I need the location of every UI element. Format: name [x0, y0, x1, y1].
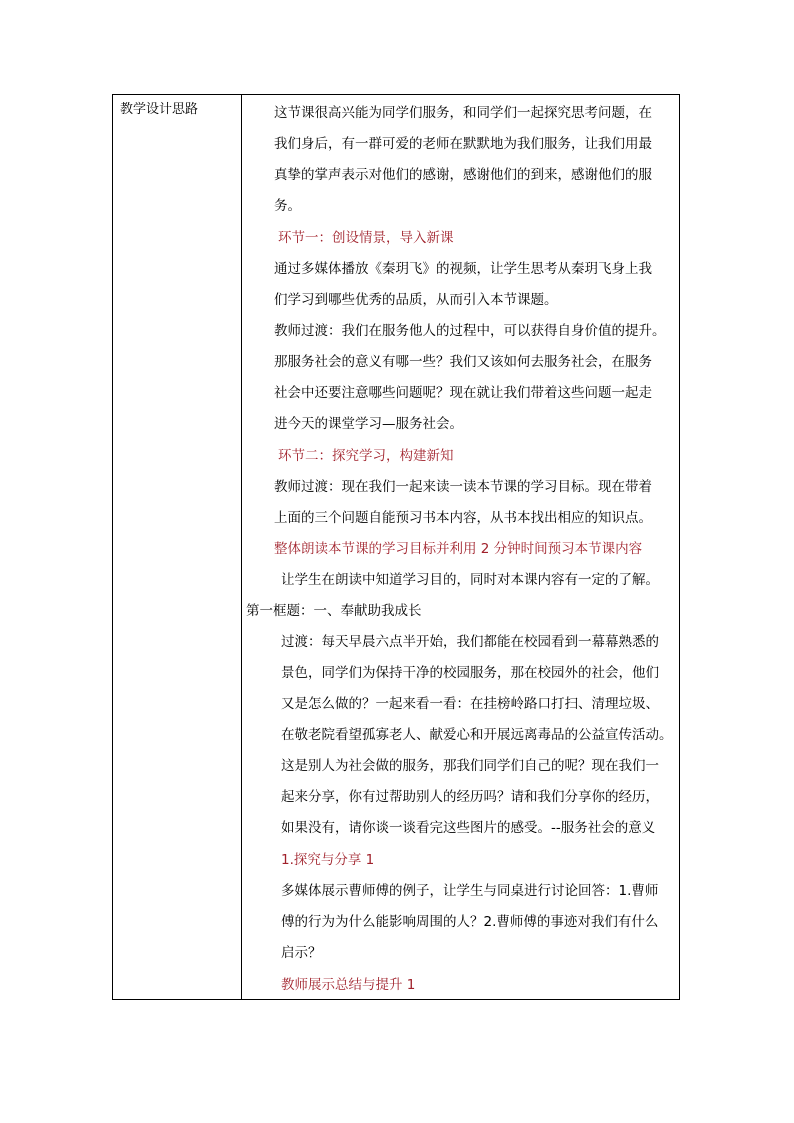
content-line: 启示？	[281, 945, 322, 961]
content-line: 起来分享，你有过帮助别人的经历吗？请和我们分享你的经历，	[281, 789, 659, 805]
content-line: 环节一：创设情景，导入新课	[278, 230, 454, 246]
content-line: 第一框题：一、奉献助我成长	[246, 603, 422, 619]
content-line: 傅的行为为什么能影响周围的人？2.曹师傅的事迹对我们有什么	[281, 914, 659, 930]
content-line: 过渡：每天早晨六点半开始，我们都能在校园看到一幕幕熟悉的	[281, 634, 659, 650]
content-line: 进今天的课堂学习—服务社会。	[274, 416, 463, 432]
content-line: 景色，同学们为保持干净的校园服务，那在校园外的社会，他们	[281, 665, 659, 681]
content-line: 如果没有，请你谈一谈看完这些图片的感受。--服务社会的意义	[281, 820, 656, 836]
content-line: 那服务社会的意义有哪一些？我们又该如何去服务社会，在服务	[274, 354, 652, 370]
content-line: 让学生在朗读中知道学习目的，同时对本课内容有一定的了解。	[281, 572, 659, 588]
column-divider	[241, 95, 242, 999]
content-line: 这是别人为社会做的服务，那我们同学们自己的呢？现在我们一	[281, 758, 659, 774]
content-line: 多媒体展示曹师傅的例子，让学生与同桌进行讨论回答：1.曹师	[281, 883, 659, 899]
content-line: 们学习到哪些优秀的品质，从而引入本节课题。	[274, 292, 558, 308]
content-line: 上面的三个问题自能预习书本内容，从书本找出相应的知识点。	[274, 510, 652, 526]
content-line: 教师过渡：我们在服务他人的过程中，可以获得自身价值的提升。	[274, 323, 666, 339]
content-line: 1.探究与分享 1	[281, 852, 375, 868]
content-line: 教师展示总结与提升 1	[281, 977, 416, 993]
content-line: 环节二：探究学习，构建新知	[278, 448, 454, 464]
content-line: 整体朗读本节课的学习目标并利用 2 分钟时间预习本节课内容	[274, 541, 643, 557]
content-line: 又是怎么做的？一起来看一看：在挂榜岭路口打扫、清理垃圾、	[281, 696, 659, 712]
content-line: 我们身后，有一群可爱的老师在默默地为我们服务，让我们用最	[274, 136, 652, 152]
content-line: 通过多媒体播放《秦玥飞》的视频，让学生思考从秦玥飞身上我	[274, 261, 652, 277]
content-line: 社会中还要注意哪些问题呢？现在就让我们带着这些问题一起走	[274, 385, 652, 401]
row-label: 教学设计思路	[120, 102, 199, 117]
content-line: 务。	[274, 198, 301, 214]
content-line: 教师过渡：现在我们一起来读一读本节课的学习目标。现在带着	[274, 479, 652, 495]
content-line: 真挚的掌声表示对他们的感谢，感谢他们的到来，感谢他们的服	[274, 167, 652, 183]
content-line: 在敬老院看望孤寡老人、献爱心和开展远离毒品的公益宣传活动。	[281, 727, 673, 743]
content-line: 这节课很高兴能为同学们服务，和同学们一起探究思考问题，在	[274, 105, 652, 121]
